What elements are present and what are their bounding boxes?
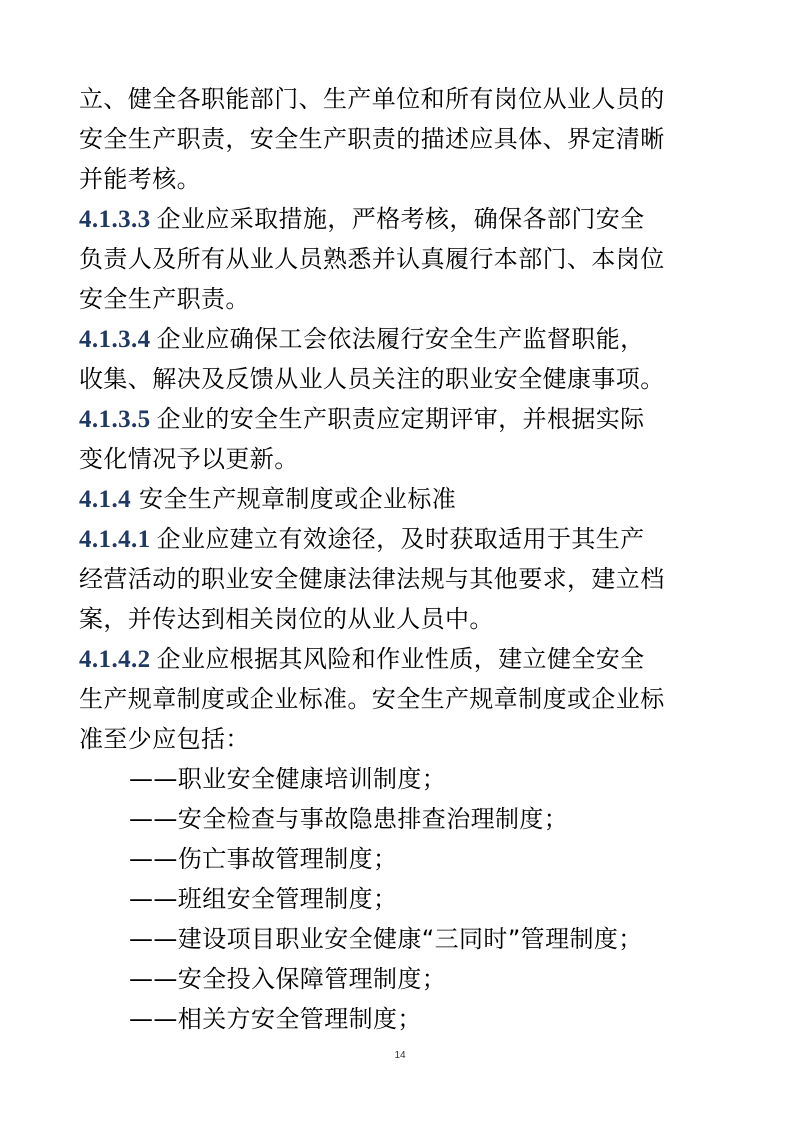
paragraph-line: 案，并传达到相关岗位的从业人员中。 xyxy=(79,605,494,633)
section-number: 4.1.4 xyxy=(79,486,131,513)
list-item: ——安全检查与事故隐患排查治理制度； xyxy=(129,805,569,833)
clause-text: 企业应确保工会依法履行安全生产监督职能， xyxy=(156,325,645,353)
clause-number: 4.1.3.5 xyxy=(79,406,151,433)
paragraph-line: 负责人及所有从业人员熟悉并认真履行本部门、本岗位 xyxy=(79,245,665,273)
list-item: ——伤亡事故管理制度； xyxy=(129,845,398,873)
clause-text: 企业应建立有效途径，及时获取适用于其生产 xyxy=(156,525,645,553)
list-item: ——班组安全管理制度； xyxy=(129,885,398,913)
paragraph-line: 安全生产职责。 xyxy=(79,285,250,313)
clause-number: 4.1.3.3 xyxy=(79,206,151,233)
clause-number: 4.1.4.2 xyxy=(79,646,151,673)
paragraph-line: 收集、解决及反馈从业人员关注的职业安全健康事项。 xyxy=(79,365,665,393)
list-item: ——安全投入保障管理制度； xyxy=(129,965,447,993)
list-item: ——职业安全健康培训制度； xyxy=(129,765,447,793)
paragraph-line: 安全生产职责，安全生产职责的描述应具体、界定清晰 xyxy=(79,125,665,153)
paragraph-line: 生产规章制度或企业标准。安全生产规章制度或企业标 xyxy=(79,685,665,713)
section-heading-4-1-4 xyxy=(79,479,727,519)
paragraph-line: 并能考核。 xyxy=(79,165,201,193)
paragraph-line: 准至少应包括： xyxy=(79,725,250,753)
clause-4-1-3-4 xyxy=(79,319,727,359)
clause-number: 4.1.4.1 xyxy=(79,526,151,553)
paragraph-line: 立、健全各职能部门、生产单位和所有岗位从业人员的 xyxy=(79,85,665,113)
clause-4-1-4-1 xyxy=(79,519,727,559)
clause-text: 企业的安全生产职责应定期评审，并根据实际 xyxy=(156,405,645,433)
document-body xyxy=(79,79,727,1039)
page-number: 14 xyxy=(394,1050,406,1061)
clause-4-1-3-3 xyxy=(79,199,727,239)
list-item: ——建设项目职业安全健康“三同时”管理制度； xyxy=(129,925,643,953)
clause-4-1-3-5 xyxy=(79,399,727,439)
section-title: 安全生产规章制度或企业标准 xyxy=(139,485,457,513)
paragraph-line: 变化情况予以更新。 xyxy=(79,445,299,473)
paragraph-line: 经营活动的职业安全健康法律法规与其他要求，建立档 xyxy=(79,565,665,593)
clause-number: 4.1.3.4 xyxy=(79,326,151,353)
clause-4-1-4-2 xyxy=(79,639,727,679)
clause-text: 企业应采取措施，严格考核，确保各部门安全 xyxy=(156,205,645,233)
list-item: ——相关方安全管理制度； xyxy=(129,1005,422,1033)
clause-text: 企业应根据其风险和作业性质，建立健全安全 xyxy=(156,645,645,673)
